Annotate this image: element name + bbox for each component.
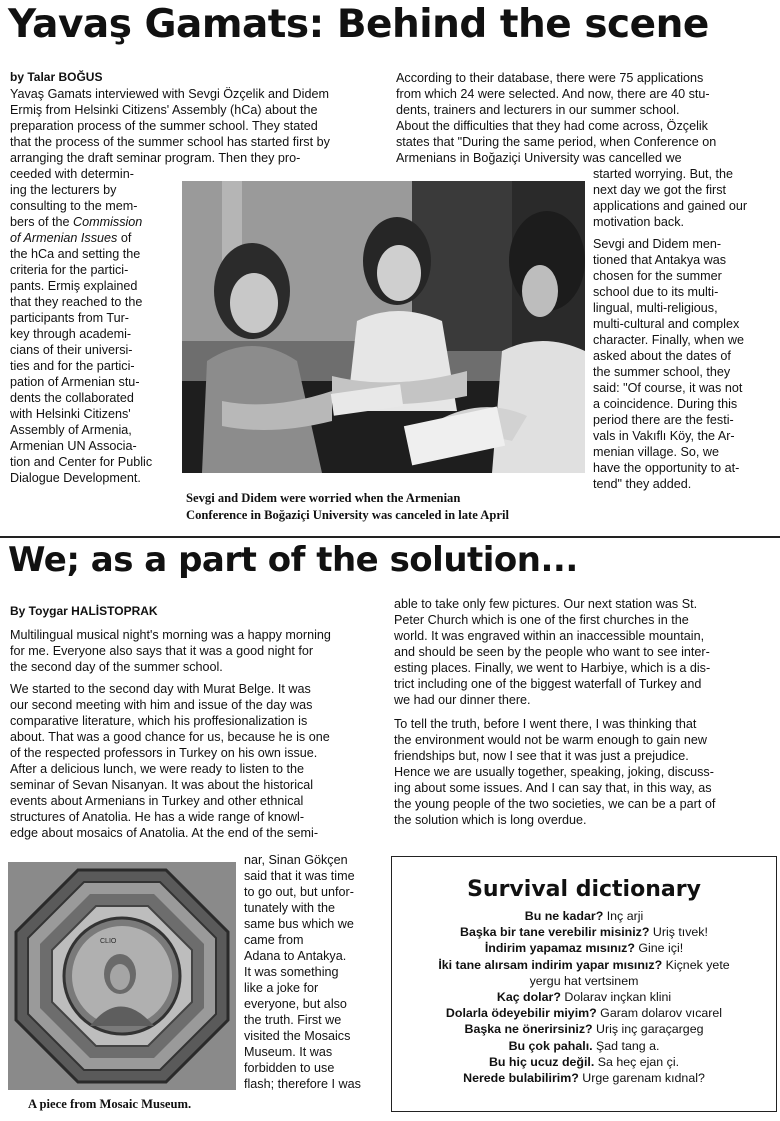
- text-fragment: of: [117, 231, 132, 245]
- dictionary-entry: [392, 989, 776, 1005]
- turkish-phrase: Bu ne kadar?: [524, 909, 604, 923]
- armenian-phrase: Kiçnek yete: [662, 957, 730, 972]
- paragraph: [10, 681, 385, 841]
- text-line: trict including one of the biggest waterfall of Turkey and: [394, 677, 702, 691]
- article2-left-column: [10, 627, 385, 845]
- article1-left-column: [10, 166, 182, 486]
- text-line: the summer school, they: [593, 365, 731, 379]
- text-line: everyone, but also: [244, 997, 347, 1011]
- text-line: Ermiş from Helsinki Citizens' Assembly (hCa) about the: [10, 103, 318, 117]
- text-line: vals in Vakıflı Köy, the Ar-: [593, 429, 735, 443]
- text-line: said: "Of course, it was not: [593, 381, 743, 395]
- article2-title: We; as a part of the solution...: [8, 540, 578, 580]
- text-line: key through academi-: [10, 327, 132, 341]
- caption-line: Sevgi and Didem were worried when the Armenian: [186, 491, 461, 505]
- armenian-phrase: Şad tang a.: [592, 1038, 660, 1053]
- text-line: lingual, multi-religious,: [593, 301, 718, 315]
- article1-right-top: [396, 70, 774, 166]
- text-line: applications and gained our: [593, 199, 748, 213]
- text-line: tend" they added.: [593, 477, 692, 491]
- paragraph: [394, 716, 772, 828]
- armenian-phrase: yergu hat vertsinem: [529, 973, 639, 988]
- text-line: Dialogue Development.: [10, 471, 141, 485]
- text-line: Armenians in Boğaziçi University was cancelled we: [396, 151, 682, 165]
- text-line: have the opportunity to at-: [593, 461, 740, 475]
- text-line: structures of Anatolia. He has a wide range of knowl-: [10, 810, 305, 824]
- article2-right-column: [394, 596, 772, 832]
- text-line: the truth. First we: [244, 1013, 342, 1027]
- text-line: a coincidence. During this: [593, 397, 738, 411]
- text-line: seminar of Sevan Nisanyan. It was about the historical: [10, 778, 314, 792]
- text-line: friendships but, now I see that it was just a prejudice.: [394, 749, 689, 763]
- turkish-phrase: Başka bir tane verebilir misiniz?: [460, 925, 650, 940]
- mosaic-label: CLIO: [100, 938, 117, 945]
- article2-narrow-column: [244, 852, 389, 1092]
- turkish-phrase: İndirim yapamaz mısınız?: [484, 941, 635, 956]
- text-line: like a joke for: [244, 981, 319, 995]
- text-line: the solution which is long overdue.: [394, 813, 587, 827]
- dictionary-entry: [392, 940, 776, 956]
- text-line: Yavaş Gamats interviewed with Sevgi Özçelik and Didem: [10, 87, 329, 101]
- text-line: forbidden to use: [244, 1061, 335, 1075]
- text-line: pants. Ermiş explained: [10, 279, 138, 293]
- text-line: [10, 230, 182, 246]
- text-line: Armenian UN Associa-: [10, 439, 137, 453]
- dictionary-entry: [392, 1005, 776, 1021]
- text-line: menian village. So, we: [593, 445, 720, 459]
- text-line: ties and for the partici-: [10, 359, 135, 373]
- text-line: flash; therefore I was: [244, 1077, 361, 1091]
- armenian-phrase: Inç arji: [603, 909, 644, 923]
- text-line: consulting to the mem-: [10, 199, 138, 213]
- text-line: states that "During the same period, when Conference on: [396, 135, 717, 149]
- dictionary-title: Survival dictionary: [467, 877, 701, 902]
- text-line: multi-cultural and complex: [593, 317, 740, 331]
- article2-byline: By Toygar HALİSTOPRAK: [10, 604, 158, 618]
- text-line: the environment would not be warm enough to gain new: [394, 733, 707, 747]
- text-line: dents the collaborated: [10, 391, 134, 405]
- turkish-phrase: Nerede bulabilirim?: [463, 1071, 579, 1086]
- interview-photo-caption: [186, 490, 586, 524]
- text-line: About the difficulties that they had come across, Özçelik: [396, 119, 708, 133]
- text-line: about. That was a good chance for us, because he is one: [10, 730, 330, 744]
- text-line: Multilingual musical night's morning was a happy morning: [10, 628, 331, 642]
- turkish-phrase: Kaç dolar?: [496, 990, 561, 1005]
- dictionary-entry: [392, 1070, 776, 1086]
- text-line: ceeded with determin-: [10, 167, 134, 181]
- text-line: that they reached to the: [10, 295, 143, 309]
- text-line: After a delicious lunch, we were ready to listen to the: [10, 762, 305, 776]
- text-line: cians of their universi-: [10, 343, 133, 357]
- article1-byline: by Talar BOĞUS: [10, 70, 103, 84]
- text-line: edge about mosaics of Anatolia. At the end of the semi-: [10, 826, 319, 840]
- text-line: asked about the dates of: [593, 349, 731, 363]
- text-line: dents, trainers and lecturers in our summer school.: [396, 103, 680, 117]
- section-divider: [0, 536, 780, 538]
- text-line: According to their database, there were 75 applications: [396, 71, 704, 85]
- text-line: we had our dinner there.: [394, 693, 531, 707]
- article1-intro: [10, 86, 390, 166]
- armenian-phrase: Uriş tıvek!: [649, 925, 708, 940]
- armenian-phrase: Gine içi!: [634, 941, 684, 956]
- mosaic-illustration: [8, 862, 236, 1090]
- text-line: tion and Center for Public: [10, 455, 153, 469]
- text-line: world. It was engraved within an inaccessible mountain,: [394, 629, 705, 643]
- text-line: school due to its multi-: [593, 285, 719, 299]
- text-line: the second day of the summer school.: [10, 660, 223, 674]
- text-line: ing the lecturers by: [10, 183, 117, 197]
- text-line: Adana to Antakya.: [244, 949, 347, 963]
- text-line: It was something: [244, 965, 339, 979]
- text-line: chosen for the summer: [593, 269, 722, 283]
- armenian-phrase: Urge garenam kıdnal?: [578, 1071, 705, 1086]
- text-line: for me. Everyone also says that it was a good night for: [10, 644, 314, 658]
- text-line: Peter Church which is one of the first churches in the: [394, 613, 689, 627]
- dictionary-entry: [392, 1038, 776, 1054]
- text-line: pation of Armenian stu-: [10, 375, 140, 389]
- text-line: to go out, but unfor-: [244, 885, 354, 899]
- dictionary-entry: [392, 1054, 776, 1070]
- text-line: the young people of the two societies, we can be a part of: [394, 797, 716, 811]
- article1-right-column: [593, 166, 777, 492]
- text-line: period there are the festi-: [593, 413, 734, 427]
- mosaic-photo-caption: A piece from Mosaic Museum.: [28, 1097, 192, 1111]
- armenian-phrase: Sa heç ejan çi.: [594, 1054, 680, 1069]
- text-line: with Helsinki Citizens': [10, 407, 131, 421]
- dictionary-entry: [392, 924, 776, 940]
- paragraph: [10, 627, 385, 675]
- text-line: the hCa and setting the: [10, 247, 141, 261]
- text-line: To tell the truth, before I went there, I was thinking that: [394, 717, 697, 731]
- armenian-phrase: Uriş inç garaçargeg: [592, 1022, 704, 1037]
- text-line: that the process of the summer school has started first by: [10, 135, 330, 149]
- text-line: We started to the second day with Murat Belge. It was: [10, 682, 311, 696]
- turkish-phrase: Bu hiç ucuz değil.: [488, 1054, 595, 1069]
- dictionary-entry: [392, 908, 776, 924]
- text-line: started worrying. But, the: [593, 167, 733, 181]
- text-line: next day we got the first: [593, 183, 727, 197]
- text-line: said that it was time: [244, 869, 355, 883]
- text-line: Assembly of Armenia,: [10, 423, 132, 437]
- text-line: events about Armenians in Turkey and other ethnical: [10, 794, 304, 808]
- text-line: our second meeting with him and issue of the day was: [10, 698, 313, 712]
- text-line: [10, 214, 182, 230]
- text-line: tioned that Antakya was: [593, 253, 727, 267]
- text-line: able to take only few pictures. Our next station was St.: [394, 597, 698, 611]
- mosaic-photo: [8, 862, 236, 1090]
- text-line: character. Finally, when we: [593, 333, 744, 347]
- text-line: Hence we are usually together, speaking, joking, discuss-: [394, 765, 714, 779]
- text-line: preparation process of the summer school. They stated: [10, 119, 318, 133]
- text-line: motivation back.: [593, 215, 684, 229]
- italic-text: Commission: [73, 215, 143, 229]
- text-line: criteria for the partici-: [10, 263, 129, 277]
- turkish-phrase: Bu çok pahalı.: [508, 1038, 593, 1053]
- text-line: of the respected professors in Turkey on his own issue.: [10, 746, 318, 760]
- text-fragment: bers of the: [10, 215, 74, 229]
- turkish-phrase: Başka ne önerirsiniz?: [464, 1022, 593, 1037]
- armenian-phrase: Garam dolarov vıcarel: [596, 1006, 723, 1021]
- dictionary-entries: [392, 908, 776, 1086]
- interview-photo: [182, 181, 585, 473]
- italic-text: of Armenian Issues: [10, 231, 118, 245]
- text-line: nar, Sinan Gökçen: [244, 853, 348, 867]
- text-line: and should be seen by the people who want to see inter-: [394, 645, 710, 659]
- text-line: came from: [244, 933, 304, 947]
- text-line: from which 24 were selected. And now, there are 40 stu-: [396, 87, 710, 101]
- caption-line: Conference in Boğaziçi University was canceled in late April: [186, 508, 509, 522]
- text-line: Museum. It was: [244, 1045, 333, 1059]
- text-line: arranging the draft seminar program. Then they pro-: [10, 151, 301, 165]
- article1-title: Yavaş Gamats: Behind the scene: [8, 2, 709, 47]
- text-line: esting places. Finally, we went to Harbiye, which is a dis-: [394, 661, 711, 675]
- interview-photo-illustration: [182, 181, 585, 473]
- text-line: Sevgi and Didem men-: [593, 237, 722, 251]
- turkish-phrase: İki tane alırsam indirim yapar mısınız?: [438, 957, 663, 972]
- dictionary-entry: [392, 1021, 776, 1037]
- turkish-phrase: Dolarla ödeyebilir miyim?: [445, 1006, 597, 1021]
- text-line: ing about some issues. And I can say that, in this way, as: [394, 781, 712, 795]
- dictionary-entry: [392, 957, 776, 973]
- text-line: comparative literature, which his proffesionalization is: [10, 714, 308, 728]
- text-line: participants from Tur-: [10, 311, 129, 325]
- text-line: same bus which we: [244, 917, 354, 931]
- paragraph: [394, 596, 772, 708]
- armenian-phrase: Dolarav inçkan klini: [560, 990, 672, 1005]
- text-line: tunately with the: [244, 901, 336, 915]
- survival-dictionary-box: [391, 856, 777, 1112]
- dictionary-entry: [392, 973, 776, 989]
- text-line: visited the Mosaics: [244, 1029, 351, 1043]
